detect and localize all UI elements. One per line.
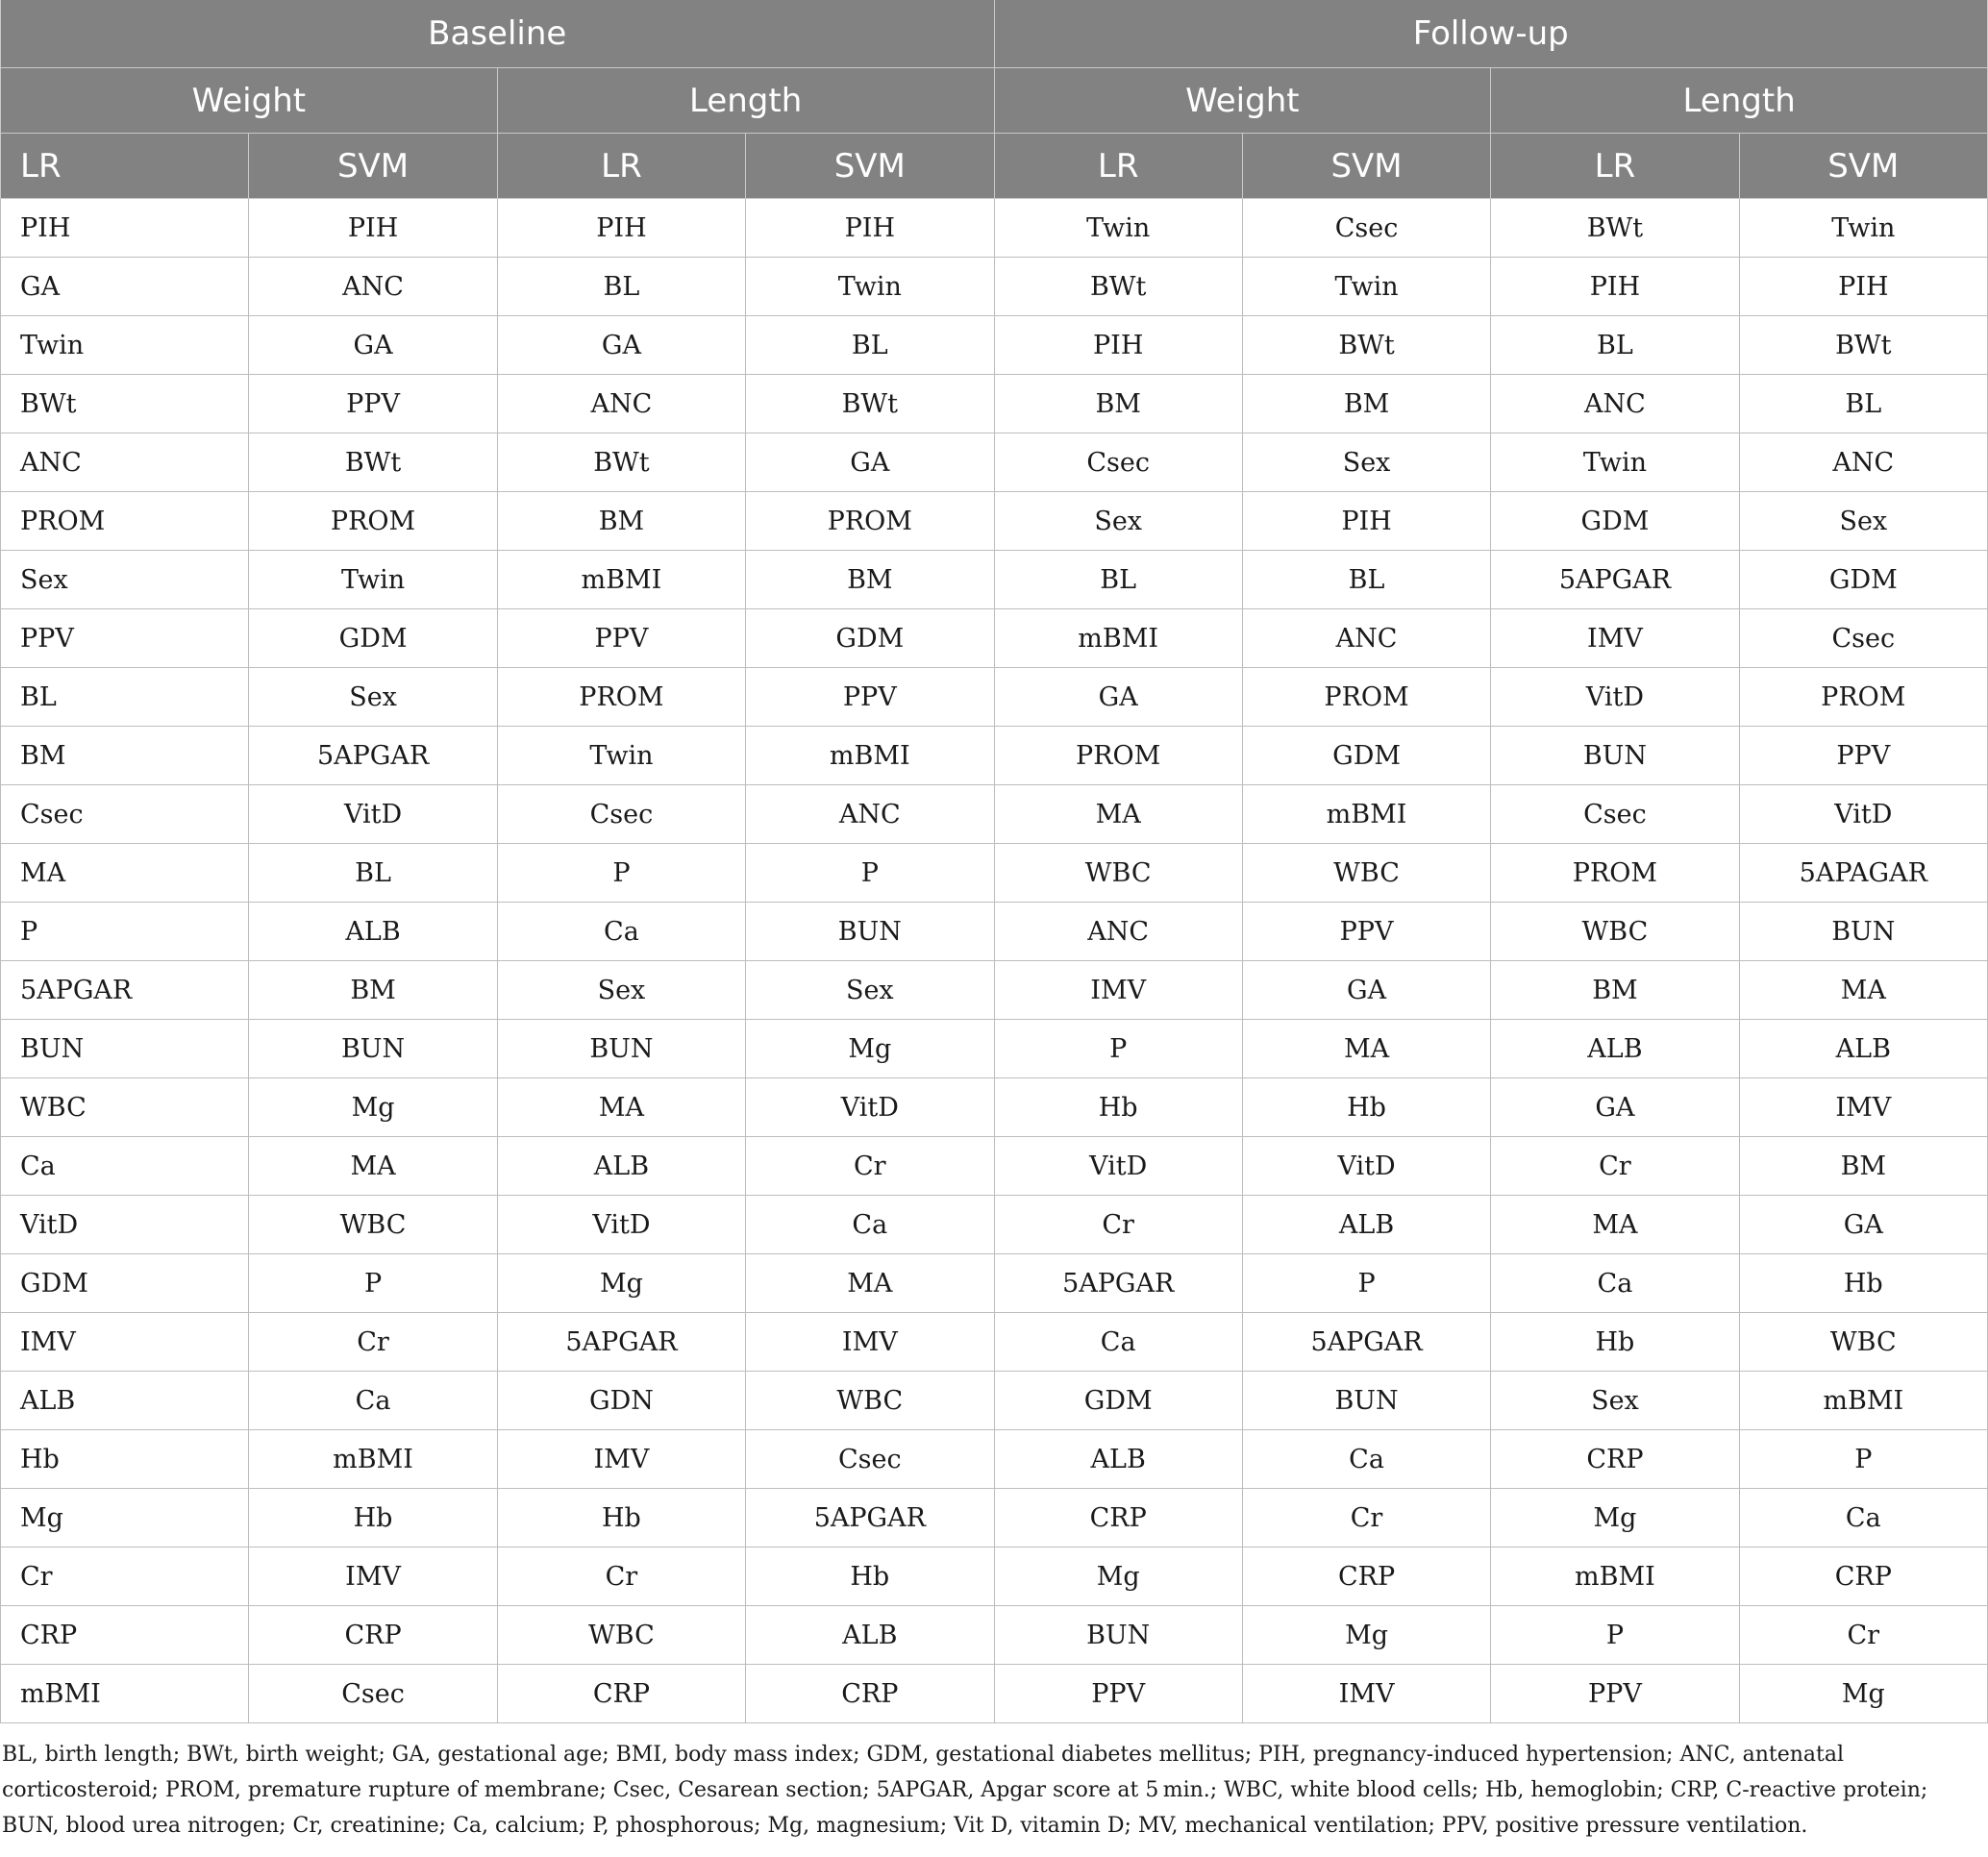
table-cell: Mg <box>1491 1489 1739 1548</box>
table-header <box>1 0 1988 199</box>
table-cell: BWt <box>249 433 497 492</box>
table-cell: BM <box>1242 375 1490 433</box>
table-cell: Ca <box>1242 1430 1490 1489</box>
table-cell: VitD <box>497 1196 745 1254</box>
table-cell: GDM <box>1 1254 249 1313</box>
table-row <box>1 1196 1988 1254</box>
table-cell: ANC <box>1491 375 1739 433</box>
table-cell: CRP <box>746 1665 994 1723</box>
table-cell: GA <box>249 316 497 375</box>
table-cell: BWt <box>497 433 745 492</box>
table-cell: PROM <box>1491 844 1739 903</box>
table-cell: WBC <box>249 1196 497 1254</box>
table-cell: ANC <box>1 433 249 492</box>
table-cell: Hb <box>994 1078 1242 1137</box>
table-cell: Csec <box>1 785 249 844</box>
table-cell: 5APAGAR <box>1739 844 1987 903</box>
table-cell: Csec <box>746 1430 994 1489</box>
table-cell: 5APGAR <box>1 961 249 1020</box>
table-cell: Twin <box>1 316 249 375</box>
table-cell: MA <box>994 785 1242 844</box>
table-cell: Ca <box>994 1313 1242 1372</box>
table-cell: CRP <box>1242 1548 1490 1606</box>
table-cell: BUN <box>1242 1372 1490 1430</box>
table-cell: 5APGAR <box>994 1254 1242 1313</box>
table-cell: GA <box>497 316 745 375</box>
table-row <box>1 1430 1988 1489</box>
table-cell: Ca <box>1739 1489 1987 1548</box>
table-cell: P <box>746 844 994 903</box>
table-cell: IMV <box>746 1313 994 1372</box>
table-row <box>1 1254 1988 1313</box>
table-cell: GDM <box>1491 492 1739 551</box>
table-cell: GDM <box>249 609 497 668</box>
table-cell: mBMI <box>1739 1372 1987 1430</box>
table-cell: CRP <box>994 1489 1242 1548</box>
table-cell: PIH <box>1242 492 1490 551</box>
table-cell: GDM <box>746 609 994 668</box>
table-row <box>1 1137 1988 1196</box>
table-cell: P <box>1491 1606 1739 1665</box>
table-cell: Csec <box>497 785 745 844</box>
table-cell: WBC <box>1739 1313 1987 1372</box>
table-row <box>1 1078 1988 1137</box>
table-cell: BUN <box>497 1020 745 1078</box>
table-cell: BL <box>746 316 994 375</box>
table-cell: Csec <box>1491 785 1739 844</box>
table-cell: 5APGAR <box>1242 1313 1490 1372</box>
table-cell: ALB <box>249 903 497 961</box>
table-cell: BM <box>249 961 497 1020</box>
table-cell: BM <box>1739 1137 1987 1196</box>
table-cell: mBMI <box>1 1665 249 1723</box>
table-cell: Cr <box>249 1313 497 1372</box>
table-cell: Twin <box>746 258 994 316</box>
table-cell: BM <box>497 492 745 551</box>
table-cell: ALB <box>497 1137 745 1196</box>
table-cell: Mg <box>1242 1606 1490 1665</box>
table-cell: ANC <box>1242 609 1490 668</box>
table-cell: ANC <box>1739 433 1987 492</box>
table-cell: Hb <box>746 1548 994 1606</box>
table-cell: P <box>497 844 745 903</box>
header-model-svm: SVM <box>746 134 994 199</box>
header-model-svm: SVM <box>249 134 497 199</box>
table-cell: ANC <box>497 375 745 433</box>
header-row-measure <box>1 68 1988 134</box>
table-cell: WBC <box>1242 844 1490 903</box>
table-cell: PIH <box>994 316 1242 375</box>
table-cell: Mg <box>249 1078 497 1137</box>
table-cell: Csec <box>994 433 1242 492</box>
table-cell: CRP <box>497 1665 745 1723</box>
table-cell: Cr <box>1739 1606 1987 1665</box>
table-cell: Sex <box>1491 1372 1739 1430</box>
table-cell: PROM <box>1 492 249 551</box>
table-cell: Hb <box>249 1489 497 1548</box>
table-cell: WBC <box>746 1372 994 1430</box>
table-cell: Ca <box>497 903 745 961</box>
table-cell: WBC <box>497 1606 745 1665</box>
table-cell: BM <box>994 375 1242 433</box>
header-model-svm: SVM <box>1739 134 1987 199</box>
table-cell: BL <box>249 844 497 903</box>
table-cell: PPV <box>746 668 994 727</box>
table-row <box>1 316 1988 375</box>
table-cell: WBC <box>1491 903 1739 961</box>
table-cell: BL <box>497 258 745 316</box>
table-cell: BL <box>1491 316 1739 375</box>
table-cell: Twin <box>1739 199 1987 258</box>
table-body <box>1 199 1988 1723</box>
header-followup-length: Length <box>1491 68 1988 134</box>
table-cell: MA <box>1491 1196 1739 1254</box>
table-cell: WBC <box>1 1078 249 1137</box>
table-cell: Mg <box>746 1020 994 1078</box>
table-cell: PPV <box>994 1665 1242 1723</box>
table-cell: GDM <box>1242 727 1490 785</box>
table-row <box>1 1548 1988 1606</box>
table-cell: ALB <box>1491 1020 1739 1078</box>
table-cell: IMV <box>1739 1078 1987 1137</box>
table-cell: Twin <box>994 199 1242 258</box>
table-cell: IMV <box>1491 609 1739 668</box>
table-cell: ANC <box>249 258 497 316</box>
table-cell: Mg <box>497 1254 745 1313</box>
table-cell: BM <box>746 551 994 609</box>
table-cell: MA <box>1 844 249 903</box>
table-cell: Cr <box>746 1137 994 1196</box>
table-cell: P <box>994 1020 1242 1078</box>
table-cell: PIH <box>249 199 497 258</box>
header-baseline-weight: Weight <box>1 68 498 134</box>
table-cell: BUN <box>1739 903 1987 961</box>
table-cell: BWt <box>1242 316 1490 375</box>
table-cell: VitD <box>1242 1137 1490 1196</box>
table-cell: MA <box>497 1078 745 1137</box>
header-model-lr: LR <box>497 134 745 199</box>
table-cell: PIH <box>746 199 994 258</box>
header-row-model <box>1 134 1988 199</box>
table-cell: Hb <box>1242 1078 1490 1137</box>
table-cell: CRP <box>1 1606 249 1665</box>
table-row <box>1 199 1988 258</box>
table-row <box>1 1313 1988 1372</box>
table-row <box>1 1020 1988 1078</box>
table-cell: VitD <box>746 1078 994 1137</box>
table-cell: MA <box>1242 1020 1490 1078</box>
table-cell: 5APGAR <box>249 727 497 785</box>
header-model-lr: LR <box>1491 134 1739 199</box>
table-cell: VitD <box>1739 785 1987 844</box>
table-cell: Cr <box>497 1548 745 1606</box>
table-cell: Hb <box>497 1489 745 1548</box>
table-cell: BWt <box>1 375 249 433</box>
table-row <box>1 668 1988 727</box>
table-row <box>1 903 1988 961</box>
table-cell: PROM <box>994 727 1242 785</box>
table-cell: IMV <box>1 1313 249 1372</box>
header-row-period <box>1 0 1988 68</box>
table-cell: GA <box>1242 961 1490 1020</box>
table-cell: GDN <box>497 1372 745 1430</box>
table-cell: mBMI <box>994 609 1242 668</box>
table-cell: PROM <box>1242 668 1490 727</box>
table-cell: ALB <box>1242 1196 1490 1254</box>
table-row <box>1 844 1988 903</box>
table-cell: BWt <box>994 258 1242 316</box>
table-cell: CRP <box>1739 1548 1987 1606</box>
table-cell: BM <box>1491 961 1739 1020</box>
table-cell: IMV <box>497 1430 745 1489</box>
table-cell: Twin <box>249 551 497 609</box>
table-cell: P <box>1242 1254 1490 1313</box>
table-cell: PPV <box>497 609 745 668</box>
table-cell: 5APGAR <box>1491 551 1739 609</box>
table-cell: GA <box>746 433 994 492</box>
table-cell: VitD <box>249 785 497 844</box>
table-row <box>1 1372 1988 1430</box>
table-cell: Sex <box>746 961 994 1020</box>
table-cell: BL <box>1 668 249 727</box>
table-cell: GA <box>994 668 1242 727</box>
table-cell: BL <box>994 551 1242 609</box>
table-footnote: BL, birth length; BWt, birth weight; GA, gestational age; BMI, body mass index; GDM, gestational diabetes mellitus; PIH, pregnancy-induced hypertension; ANC, antenatal corticosteroid; PROM, premature rupture of membrane; Csec, Cesarean section; 5APGAR, Apgar score at 5 min.; WBC, white blood cells; Hb, hemoglobin; CRP, C-reactive protein; BUN, blood urea nitrogen; Cr, creatinine; Ca, calcium; P, phosphorous; Mg, magnesium; Vit D, vitamin D; MV, mechanical ventilation; PPV, positive pressure ventilation. <box>2 1743 1928 1838</box>
table-cell: IMV <box>1242 1665 1490 1723</box>
table-row <box>1 1489 1988 1548</box>
table-cell: Hb <box>1739 1254 1987 1313</box>
table-cell: Sex <box>1739 492 1987 551</box>
table-cell: Csec <box>249 1665 497 1723</box>
table-cell: Ca <box>249 1372 497 1430</box>
table-row <box>1 258 1988 316</box>
table-row <box>1 785 1988 844</box>
table-cell: MA <box>249 1137 497 1196</box>
table-cell: PIH <box>1491 258 1739 316</box>
header-followup-weight: Weight <box>994 68 1491 134</box>
table-cell: BWt <box>1491 199 1739 258</box>
table-cell: P <box>1739 1430 1987 1489</box>
table-row <box>1 433 1988 492</box>
table-cell: Ca <box>1491 1254 1739 1313</box>
table-cell: ANC <box>746 785 994 844</box>
table-cell: CRP <box>249 1606 497 1665</box>
table-cell: PROM <box>497 668 745 727</box>
table-cell: BUN <box>249 1020 497 1078</box>
header-followup: Follow-up <box>994 0 1988 68</box>
table-cell: PPV <box>1491 1665 1739 1723</box>
table-cell: Sex <box>1242 433 1490 492</box>
table-cell: PPV <box>1739 727 1987 785</box>
table-cell: PIH <box>1739 258 1987 316</box>
table-cell: GA <box>1491 1078 1739 1137</box>
table-cell: IMV <box>249 1548 497 1606</box>
table-cell: ALB <box>746 1606 994 1665</box>
table-cell: Twin <box>1491 433 1739 492</box>
table-cell: mBMI <box>249 1430 497 1489</box>
table-row <box>1 551 1988 609</box>
table-cell: BL <box>1242 551 1490 609</box>
table-cell: BUN <box>746 903 994 961</box>
table-cell: BUN <box>1491 727 1739 785</box>
table-cell: GDM <box>1739 551 1987 609</box>
table-cell: Sex <box>497 961 745 1020</box>
table-cell: Sex <box>249 668 497 727</box>
table-cell: PPV <box>249 375 497 433</box>
table-cell: VitD <box>1491 668 1739 727</box>
table-row <box>1 609 1988 668</box>
table-cell: mBMI <box>497 551 745 609</box>
table-cell: GA <box>1 258 249 316</box>
table-cell: BWt <box>1739 316 1987 375</box>
table-cell: BWt <box>746 375 994 433</box>
table-cell: ALB <box>1 1372 249 1430</box>
table-cell: CRP <box>1491 1430 1739 1489</box>
header-model-svm: SVM <box>1242 134 1490 199</box>
table-cell: Hb <box>1491 1313 1739 1372</box>
table-cell: 5APGAR <box>746 1489 994 1548</box>
table-cell: Sex <box>1 551 249 609</box>
table-cell: P <box>249 1254 497 1313</box>
table-cell: Sex <box>994 492 1242 551</box>
table-cell: Csec <box>1739 609 1987 668</box>
table-cell: PIH <box>497 199 745 258</box>
table-cell: BM <box>1 727 249 785</box>
table-cell: Cr <box>1242 1489 1490 1548</box>
table-cell: Cr <box>994 1196 1242 1254</box>
table-cell: MA <box>746 1254 994 1313</box>
table-cell: Twin <box>1242 258 1490 316</box>
table-cell: Mg <box>994 1548 1242 1606</box>
table-cell: PPV <box>1242 903 1490 961</box>
table-row <box>1 375 1988 433</box>
table-cell: Ca <box>1 1137 249 1196</box>
table-cell: Cr <box>1491 1137 1739 1196</box>
table-cell: Hb <box>1 1430 249 1489</box>
header-baseline: Baseline <box>1 0 995 68</box>
table-cell: Twin <box>497 727 745 785</box>
table-cell: BUN <box>1 1020 249 1078</box>
header-baseline-length: Length <box>497 68 994 134</box>
table-cell: BL <box>1739 375 1987 433</box>
table-cell: WBC <box>994 844 1242 903</box>
table-cell: GA <box>1739 1196 1987 1254</box>
header-model-lr: LR <box>994 134 1242 199</box>
table-cell: PIH <box>1 199 249 258</box>
table-cell: MA <box>1739 961 1987 1020</box>
table-cell: ANC <box>994 903 1242 961</box>
table-cell: mBMI <box>746 727 994 785</box>
table-cell: mBMI <box>1491 1548 1739 1606</box>
table-cell: PROM <box>249 492 497 551</box>
table-cell: Csec <box>1242 199 1490 258</box>
table-cell: 5APGAR <box>497 1313 745 1372</box>
table-cell: ALB <box>1739 1020 1987 1078</box>
header-model-lr: LR <box>1 134 249 199</box>
table-cell: BUN <box>994 1606 1242 1665</box>
table-row <box>1 492 1988 551</box>
table-cell: GDM <box>994 1372 1242 1430</box>
table-cell: VitD <box>1 1196 249 1254</box>
table-cell: VitD <box>994 1137 1242 1196</box>
table-row <box>1 727 1988 785</box>
table-cell: PROM <box>1739 668 1987 727</box>
table-cell: Mg <box>1 1489 249 1548</box>
table-row <box>1 1665 1988 1723</box>
table-cell: IMV <box>994 961 1242 1020</box>
table-cell: Ca <box>746 1196 994 1254</box>
table-cell: Cr <box>1 1548 249 1606</box>
table-cell: PROM <box>746 492 994 551</box>
table-row <box>1 1606 1988 1665</box>
table-cell: mBMI <box>1242 785 1490 844</box>
table-cell: Mg <box>1739 1665 1987 1723</box>
table-cell: ALB <box>994 1430 1242 1489</box>
table-cell: P <box>1 903 249 961</box>
table-row <box>1 961 1988 1020</box>
table-cell: PPV <box>1 609 249 668</box>
